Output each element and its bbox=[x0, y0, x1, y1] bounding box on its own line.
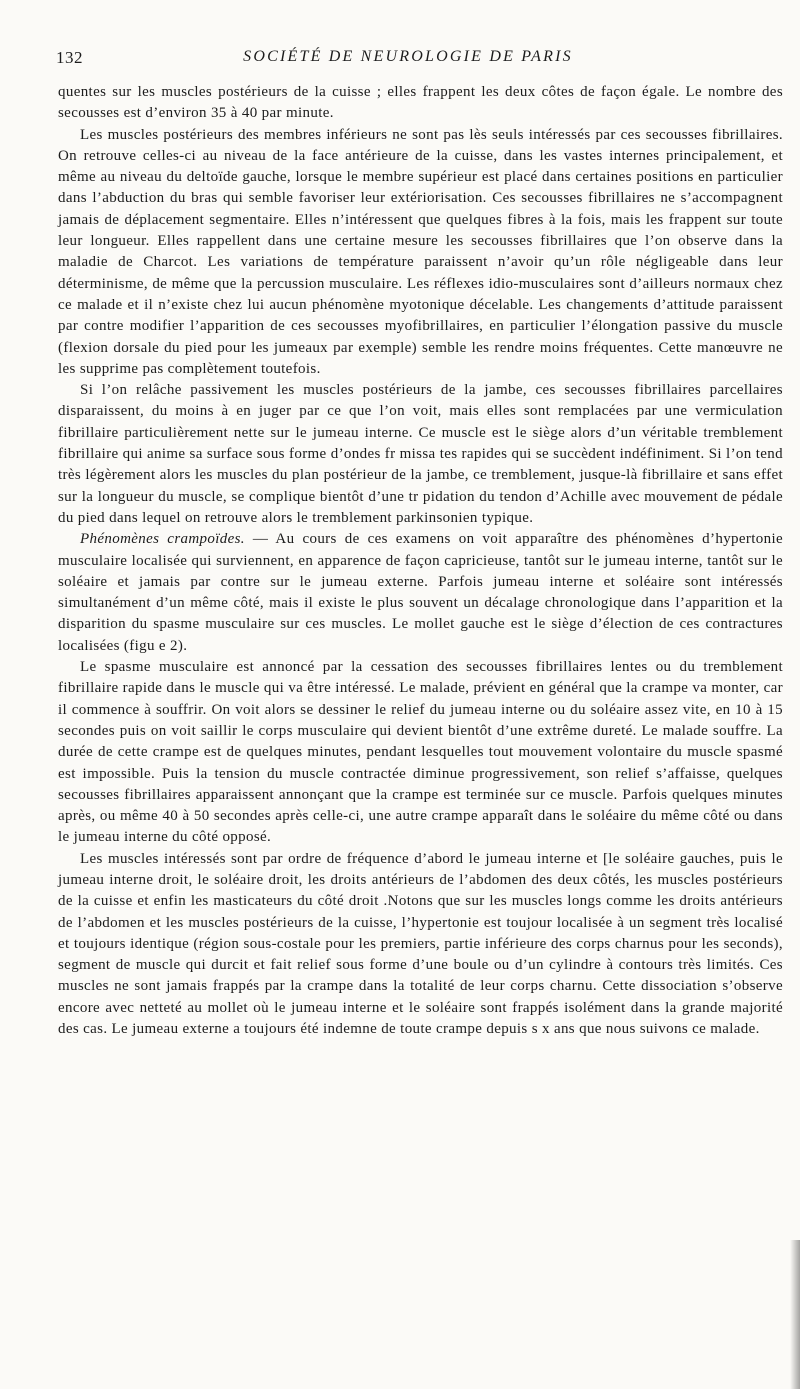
paragraph bbox=[58, 657, 783, 849]
paragraph bbox=[58, 125, 783, 381]
paragraph bbox=[58, 380, 783, 529]
paragraph bbox=[58, 529, 783, 657]
paragraph-text: quentes sur les muscles postérieurs de la cuisse ; elles frappent les deux côtes de façon égale. Le nombre des secousses est d’environ 35 à 40 par minute. bbox=[58, 84, 783, 122]
section-heading: Phénomènes crampoïdes. bbox=[80, 531, 245, 548]
paragraph-text: Si l’on relâche passivement les muscles postérieurs de la jambe, ces secousses fibrillaires parcellaires disparaissent, du moins à en juger par ce que l’on voit, mais elles sont remplacées par une vermiculation fibrillaire particulièrement nette sur le jumeau interne. Ce muscle est le siège alors d’un véritable tremblement fibrillaire qui anime sa surface sous forme d’ondes fr missa tes rapides qui se succèdent indéfiniment. Si l’on tend très légèrement alors les muscles du plan postérieur de la jambe, ce tremblement, jusque-là fibrillaire et sans effet sur la longueur du muscle, se complique bientôt d’une tr pidation du tendon d’Achille avec mouvement de pédale du pied dans lequel on retrouve alors le tremblement parkinsonien typique. bbox=[58, 382, 783, 526]
paragraph-text: Le spasme musculaire est annoncé par la cessation des secousses fibrillaires lentes ou du tremblement fibrillaire rapide dans le muscle qui va être intéressé. Le malade, prévient en général que la crampe va monter, car il commence à souffrir. On voit alors se dessiner le relief du jumeau interne ou du soléaire assez vite, en 10 à 15 secondes puis on voit saillir le corps musculaire qui devient bientôt d’une extrême dureté. Le malade souffre. La durée de cette crampe est de quelques minutes, pendant lesquelles tout mouvement volontaire du muscle spasmé est impossible. Puis la tension du muscle contractée diminue progressivement, son relief s’affaisse, quelques secousses fibrillaires apparaissent annonçant que la crampe est terminée sur ce muscle. Parfois quelques minutes après, ou même 40 à 50 secondes après celle-ci, une autre crampe apparaît dans le soléaire du même côté ou dans le jumeau interne du côté opposé. bbox=[58, 659, 783, 846]
paragraph-text: Les muscles postérieurs des membres inférieurs ne sont pas lès seuls intéressés par ces secousses fibrillaires. On retrouve celles-ci au niveau de la face antérieure de la cuisse, dans les vastes internes principalement, et même au niveau du deltoïde gauche, lorsque le membre supérieur est placé dans certaines positions en particulier dans l’abduction du bras qui semble favoriser leur extériorisation. Ces secousses fibrillaires ne s’accompagnent jamais de déplacement segmentaire. Elles n’intéressent que quelques fibres à la fois, mais les frappent sur toute leur longueur. Elles rappellent dans une certaine mesure les secousses fibrillaires que l’on observe dans la maladie de Charcot. Les variations de température paraissent n’avoir qu’un rôle négligeable dans leur déterminisme, de même que la percussion musculaire. Les réflexes idio-musculaires sont d’ailleurs normaux chez ce malade et il n’existe chez lui aucun phénomène myotonique décelable. Les changements d’attitude paraissent par contre modifier l’apparition de ces secousses myofibrillaires, en particulier l’élongation passive du muscle (flexion dorsale du pied pour les jumeaux par exemple) semble les rendre moins fréquentes. Cette manœuvre ne les supprime pas complètement toutefois. bbox=[58, 126, 783, 377]
paragraph-text: — Au cours de ces examens on voit apparaître des phénomènes d’hypertonie musculaire localisée qui surviennent, en apparence de façon capricieuse, tantôt sur le jumeau interne, tantôt sur le soléaire et jamais par contre sur le jumeau externe. Parfois jumeau interne et soléaire sont intéressés simultanément d’un même côté, mais il existe le plus souvent un décalage chronologique dans l’apparition et la disparition du spasme musculaire sur ces muscles. Le mollet gauche est le siège d’élection de ces contractures localisées (figu e 2). bbox=[58, 531, 783, 654]
body-text bbox=[58, 82, 783, 1040]
paragraph bbox=[58, 849, 783, 1041]
page-number: 132 bbox=[56, 48, 83, 67]
running-head: SOCIÉTÉ DE NEUROLOGIE DE PARIS bbox=[243, 48, 573, 65]
paragraph-text: Les muscles intéressés sont par ordre de fréquence d’abord le jumeau interne et [le soléaire gauches, puis le jumeau interne droit, le soléaire droit, les droits antérieurs de l’abdomen des deux côtés, les muscles postérieurs de la cuisse et enfin les masticateurs du côté droit .Notons que sur les muscles longs comme les droits antérieurs de l’abdomen et les muscles postérieurs de la cuisse, l’hypertonie est toujour localisée à un segment très localisé et toujours identique (région sous-costale pour les premiers, partie inférieure des corps charnus pour les seconds), segment de muscle qui durcit et fait relief sous forme d’une boule ou d’un cylindre à contours très limités. Ces muscles ne sont jamais frappés par la crampe dans la totalité de leur corps charnu. Cette dissociation s’observe encore avec netteté au mollet où le jumeau interne et le soléaire sont frappés isolément dans la grande majorité des cas. Le jumeau externe a toujours été indemne de toute crampe depuis s x ans que nous suivons ce malade. bbox=[58, 850, 783, 1038]
page-header bbox=[56, 48, 760, 72]
scan-edge-shadow bbox=[790, 1240, 800, 1389]
paragraph bbox=[58, 82, 783, 125]
